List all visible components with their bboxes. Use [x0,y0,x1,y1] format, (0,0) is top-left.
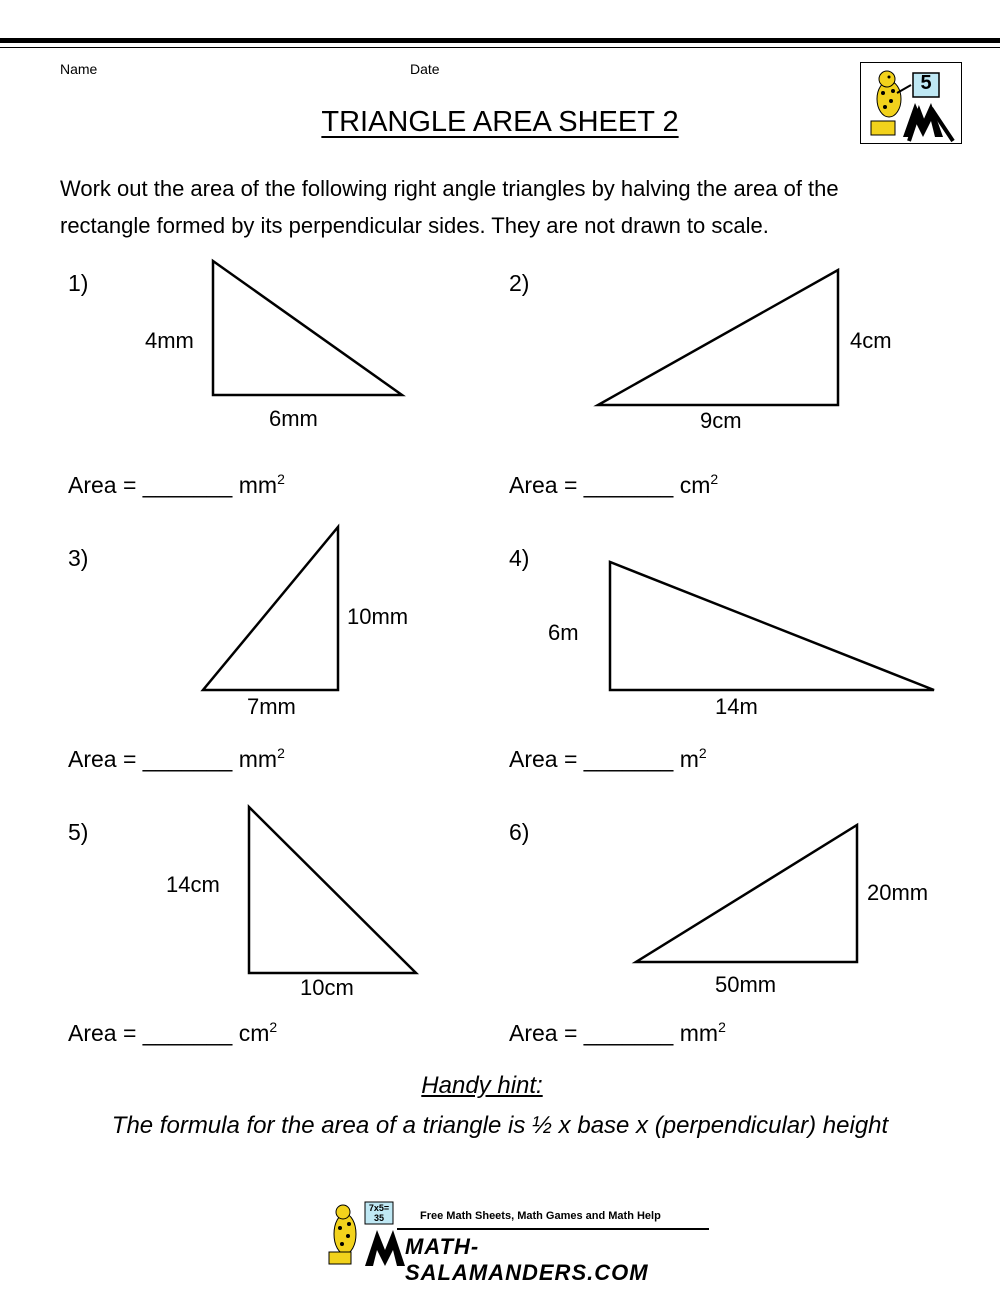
area-prefix: Area = _______ [68,746,233,772]
problem-1-number: 1) [68,270,89,296]
problem-2-height-label: 4cm [850,328,892,353]
triangle-4 [610,562,934,690]
problem-6-height-label: 20mm [867,880,929,905]
problem-4-number: 4) [509,545,530,571]
area-prefix: Area = _______ [68,1020,233,1046]
page-title: TRIANGLE AREA SHEET 2 [321,106,679,138]
problem-3-height-label: 10mm [347,604,409,629]
problem-4-height-label: 6m [548,620,579,645]
area-prefix: Area = _______ [509,1020,674,1046]
area-unit: mm [679,1020,719,1046]
triangle-3 [203,527,338,690]
area-power: 2 [277,471,285,487]
area-prefix: Area = _______ [509,746,674,772]
problem-3-number: 3) [68,545,89,571]
problem-4-area-line [509,745,707,773]
problem-1-height-label: 4mm [145,328,194,353]
area-unit: mm [238,746,278,772]
area-power: 2 [698,745,707,761]
triangle-2 [598,270,838,405]
area-unit: mm [238,472,278,498]
problem-5-height-label: 14cm [166,872,220,897]
hint-title: Handy hint: [421,1072,543,1099]
name-label: Name [60,61,98,77]
area-power: 2 [710,471,719,487]
problem-4-base-label: 14m [715,694,758,719]
area-power: 2 [718,1019,726,1035]
footer-tagline: Free Math Sheets, Math Games and Math Help [420,1210,661,1222]
problem-3-base-label: 7mm [247,694,296,719]
problem-6-number: 6) [509,819,530,845]
area-unit: cm [238,1020,270,1046]
grade-badge: 5 [920,72,932,94]
date-label: Date [410,61,440,77]
area-prefix: Area = _______ [68,472,233,498]
problem-6-base-label: 50mm [715,972,777,997]
area-prefix: Area = _______ [509,472,674,498]
problem-3-area-line [68,745,285,773]
triangle-6 [636,825,857,962]
footer-rule [397,1228,709,1230]
area-unit: cm [679,472,711,498]
problem-5-number: 5) [68,819,89,845]
footer-badge: 7x5= 35 [368,1203,390,1223]
problem-6-area-line [509,1019,726,1047]
problem-2-area-line [509,471,718,499]
triangle-1 [213,261,402,395]
triangle-5 [249,807,416,973]
area-unit: m [679,746,699,772]
hint-text: The formula for the area of a triangle is ½ x base x (perpendicular) height [111,1112,889,1139]
problem-1-area-line [68,471,285,499]
footer-logo [325,1200,715,1285]
problem-1-base-label: 6mm [269,406,318,431]
footer-site: MATH-SALAMANDERS.COM [405,1234,649,1285]
instructions-line-1: Work out the area of the following right angle triangles by halving the area of the [60,176,839,201]
area-power: 2 [269,1019,278,1035]
problem-2-number: 2) [509,270,530,296]
problem-5-area-line [68,1019,277,1047]
area-power: 2 [277,745,285,761]
problem-2-base-label: 9cm [700,408,742,433]
problem-5-base-label: 10cm [300,975,354,1000]
instructions-line-2: rectangle formed by its perpendicular sides. They are not drawn to scale. [60,213,769,238]
